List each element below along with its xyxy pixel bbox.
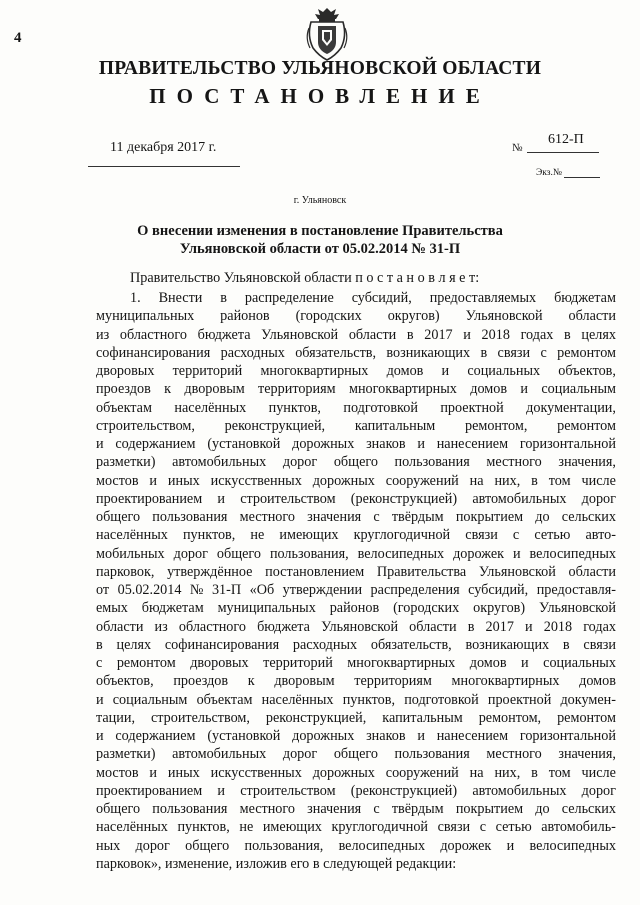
government-title: ПРАВИТЕЛЬСТВО УЛЬЯНОВСКОЙ ОБЛАСТИ <box>98 58 542 79</box>
number-sign: № <box>512 142 523 154</box>
copy-number-label: Экз.№ <box>536 168 562 178</box>
copy-number-underline <box>564 177 600 178</box>
preamble: Правительство Ульяновской области п о с т а н о в л я е т: <box>130 270 480 286</box>
body-line: софинансирования расходных обязательств, возникающих в связи с ремонтом <box>96 344 616 361</box>
body-line: ных дорог общего пользования, велосипедных дорожек и велосипедных <box>96 837 616 854</box>
body-line: общего пользования местного значения с твёрдым покрытием до сельских <box>96 801 616 817</box>
body-line: парковок, утверждённое постановлением Правительства Ульяновской области <box>96 563 616 580</box>
body-line: проектированием и строительством (реконструкцией) автомобильных дорог <box>96 490 616 507</box>
body-line: разметки) автомобильных дорог общего пользования местного значения, <box>96 454 616 471</box>
body-line: муниципальных районов (городских округов) Ульяновской области <box>96 308 616 325</box>
body-line: и социальным объектам населённых пунктов, подготовкой проектной докумен- <box>96 691 616 708</box>
body-line: в целях софинансирования расходных обязательств, возникающих в связи <box>96 636 616 653</box>
city: г. Ульяновск <box>293 195 347 206</box>
body-line: области из областного бюджета Ульяновской области в 2017 и 2018 годах <box>96 618 616 635</box>
body-line: объектов, проездов к дворовым территориям многоквартирных домов <box>96 673 616 690</box>
body-line: с ремонтом дворовых территорий многоквартирных домов и социальных <box>96 655 616 671</box>
number-underline <box>527 152 599 153</box>
body-line: строительством, реконструкцией, капитальным ремонтом, ремонтом <box>96 417 616 434</box>
body-line: из областного бюджета Ульяновской области в 2017 и 2018 годах в целях <box>96 326 616 343</box>
body-line: и содержанием (установкой дорожных знаков и нанесением горизонтальной <box>96 728 616 744</box>
coat-of-arms-icon <box>303 6 351 62</box>
body-line: дворовых территорий многоквартирных домов и социальных объектов, <box>96 363 616 379</box>
document-type: ПОСТАНОВЛЕНИЕ <box>149 84 491 108</box>
body-line: мостов и иных искусственных дорожных сооружений на них, в том числе <box>96 764 616 781</box>
body-line: населённых пунктов, не имеющих круглогодичной связи с сетью автомобиль- <box>96 819 616 836</box>
body-line: проектированием и строительством (реконструкцией) автомобильных дорог <box>96 782 616 799</box>
body-line: мобильных дорог общего пользования, велосипедных дорожек и велосипедных <box>96 545 616 562</box>
body-text <box>96 289 616 873</box>
body-line: мостов и иных искусственных дорожных сооружений на них, в том числе <box>96 472 616 489</box>
body-line: емых бюджетам муниципальных районов (городских округов) Ульяновской <box>96 600 616 617</box>
body-line: 1. Внести в распределение субсидий, предоставляемых бюджетам <box>130 290 616 306</box>
body-line: парковок», изменение, изложив его в следующей редакции: <box>96 855 457 872</box>
document-date: 11 декабря 2017 г. <box>110 140 217 155</box>
document-subject <box>0 222 640 258</box>
body-line: объектам населённых пунктов, подготовкой проектной документации, <box>96 399 616 416</box>
subject-line: О внесении изменения в постановление Правительства <box>137 223 503 239</box>
body-line: от 05.02.2014 № 31-П «Об утверждении распределения субсидий, предоставля- <box>96 582 616 598</box>
margin-mark: 4 <box>14 30 22 46</box>
date-underline <box>88 166 240 167</box>
body-line: и содержанием (установкой дорожных знаков и нанесением горизонтальной <box>96 436 616 452</box>
body-line: тации, строительством, реконструкцией, капитальным ремонтом, ремонтом <box>96 709 616 726</box>
body-line: общего пользования местного значения с твёрдым покрытием до сельских <box>96 509 616 525</box>
body-line: разметки) автомобильных дорог общего пользования местного значения, <box>96 746 616 763</box>
document-number: 612-П <box>548 132 584 147</box>
body-line: проездов к дворовым территориям многоквартирных домов и социальным <box>96 381 616 398</box>
subject-line: Ульяновской области от 05.02.2014 № 31-П <box>179 241 461 257</box>
body-line: населённых пунктов, не имеющих круглогодичной связи с сетью авто- <box>96 527 616 544</box>
